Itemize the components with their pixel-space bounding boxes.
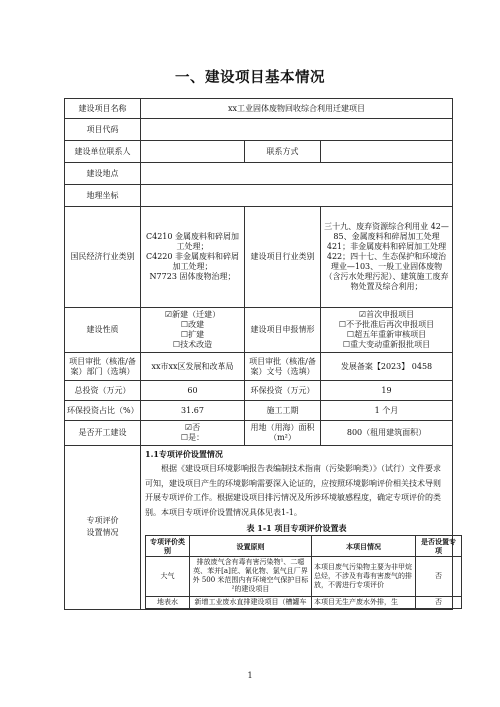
value-land-area: 800（租用建筑面积） [321, 421, 453, 446]
value-approval-doc: 发展备案【2023】 0458 [321, 353, 453, 381]
label-approval-doc: 项目审批（核准/备案）文号（选填） [245, 353, 321, 381]
header-principle: 设置原则 [190, 536, 312, 557]
value-project-industry: 三十九、废弃资源综合利用业 42—85、金属废料和碎屑加工处理 421；非金属废料和碎屑加工处理 422；四十七、生态保护和环境治理业—103、一般工业固体废物（含污水处理污泥）、建筑施工废弃物处置及综合利用； [321, 207, 453, 308]
cell-result: 否 [416, 596, 462, 608]
label-location: 建设地点 [65, 163, 141, 185]
page-title: 一、建设项目基本情况 [175, 70, 325, 86]
value-total-investment: 60 [141, 381, 245, 401]
value-nature [141, 308, 245, 353]
option-started: ☐是： [180, 433, 205, 442]
cell-principle: 新增工业废水直排建设项目（槽罐车 [190, 596, 312, 608]
table-row [146, 557, 462, 596]
row-special-evaluation [65, 446, 453, 610]
label-env-ratio: 环保投资占比（%） [65, 401, 141, 421]
cell-situation: 本项目无生产废水外排，生 [312, 596, 416, 608]
section-paragraph: 根据《建设项目环境影响报告表编制技术指南（污染影响类）》（试行）文件要求可知，建设项目产生的环境影响需要深入论证的，应按照环境影响评价相关技术导则开展专项评价工作。根据建设项目排污情况及所涉环境敏感程度，确定专项评价的类别。本项目专项评价设置情况具体见表1-1。 [145, 464, 441, 517]
cell-situation: 本项目废气污染物主要为非甲烷总烃，不涉及有毒有害废气的排放，不需进行专项评价 [312, 557, 416, 596]
label-nature: 建设性质 [65, 308, 141, 353]
value-started [141, 421, 245, 446]
option-tech: ☐技术改造 [172, 340, 213, 349]
label-special: 专项评价设置情况 [65, 446, 141, 610]
table-row [146, 596, 462, 608]
value-approval-dept: xx市xx区发展和改革局 [141, 353, 245, 381]
cell-result: 否 [416, 557, 462, 596]
option-expand: ☐扩建 [180, 330, 205, 339]
value-construction-period: 1 个月 [321, 401, 453, 421]
value-coords [141, 185, 453, 207]
row-project-name [65, 99, 453, 119]
option-not-started: ☑否 [184, 423, 201, 432]
page-number: 1 [247, 671, 253, 680]
label-project-industry: 建设项目行业类别 [245, 207, 321, 308]
value-declaration [321, 308, 453, 353]
row-industry [65, 207, 453, 308]
table-caption: 表 1-1 项目专项评价设置表 [246, 523, 347, 533]
row-started [65, 421, 453, 446]
option-rebuild: ☐改建 [180, 320, 205, 329]
cell-category: 大气 [146, 557, 190, 596]
cell-principle: 排放废气含有毒有害污染物¹、二噁英、苯并[a]芘、氰化物、氯气且厂界外 500 米范围内有环境空气保护目标²的建设项目 [190, 557, 312, 596]
label-approval-dept: 项目审批（核准/备案）部门（选填） [65, 353, 141, 381]
value-industry: C4210 金属废料和碎屑加工处理； C4220 非金属废料和碎屑加工处理； N7723 固体废物治理； [141, 207, 245, 308]
row-approval [65, 353, 453, 381]
basic-info-table [64, 98, 456, 610]
option-major-change: ☐重大变动重新报批项目 [342, 340, 431, 349]
option-first: ☑首次申报项目 [358, 310, 415, 319]
option-five-year: ☐超五年重新审核项目 [346, 330, 427, 339]
row-contact [65, 141, 453, 163]
label-started: 是否开工建设 [65, 421, 141, 446]
row-investment [65, 381, 453, 401]
value-contact-method [321, 141, 453, 163]
label-construction-period: 施工工期 [245, 401, 321, 421]
label-contact-method: 联系方式 [245, 141, 321, 163]
value-location [141, 163, 453, 185]
value-project-name: xx工业固体废物回收综合利用迁建项目 [141, 99, 453, 119]
value-env-investment: 19 [321, 381, 453, 401]
special-eval-table [145, 535, 462, 609]
inner-header-row [146, 536, 462, 557]
label-land-area: 用地（用海）面积（m²） [245, 421, 321, 446]
row-project-code [65, 119, 453, 141]
label-coords: 地理坐标 [65, 185, 141, 207]
label-contact: 建设单位联系人 [65, 141, 141, 163]
label-project-name: 建设项目名称 [65, 99, 141, 119]
special-content [141, 446, 456, 610]
row-location [65, 163, 453, 185]
row-nature [65, 308, 453, 353]
cell-category: 地表水 [146, 596, 190, 608]
option-resubmit: ☐不予批准后再次申报项目 [338, 320, 435, 329]
value-project-code [141, 119, 453, 141]
row-coords [65, 185, 453, 207]
label-industry: 国民经济行业类别 [65, 207, 141, 308]
label-project-code: 项目代码 [65, 119, 141, 141]
row-env-ratio [65, 401, 453, 421]
value-contact [141, 141, 245, 163]
section-heading: 1.1专项评价设置情况 [145, 449, 223, 459]
value-env-ratio: 31.67 [141, 401, 245, 421]
header-situation: 本项目情况 [312, 536, 416, 557]
header-result: 是否设置专项 [416, 536, 462, 557]
label-declaration: 建设项目申报情形 [245, 308, 321, 353]
label-env-investment: 环保投资（万元） [245, 381, 321, 401]
option-new: ☑新建（迁建） [164, 310, 221, 319]
header-category: 专项评价类别 [146, 536, 190, 557]
label-total-investment: 总投资（万元） [65, 381, 141, 401]
